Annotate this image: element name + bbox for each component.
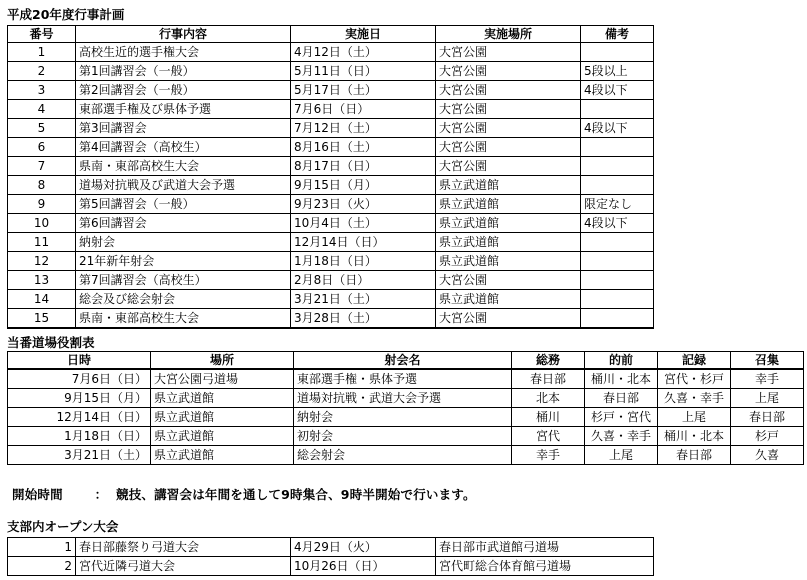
- table-row: [8, 233, 654, 252]
- remarks-cell: [581, 252, 654, 271]
- venue-cell: 県立武道館: [436, 195, 581, 214]
- table-row: [8, 557, 654, 576]
- open-tournament-title: 支部内オープン大会: [7, 519, 119, 534]
- date-cell: 7月12日（土）: [291, 119, 436, 138]
- table-row: [8, 176, 654, 195]
- table-row: [8, 195, 654, 214]
- number-cell: 2: [8, 62, 76, 81]
- table-row: [8, 119, 654, 138]
- general-affairs-cell: 桶川: [512, 408, 585, 427]
- venue-cell: 大宮公園: [436, 138, 581, 157]
- venue-cell: 大宮公園弓道場: [151, 369, 294, 389]
- schedule-header-row: [8, 26, 654, 43]
- venue-cell: 県立武道館: [436, 252, 581, 271]
- date-cell: 5月11日（日）: [291, 62, 436, 81]
- remarks-cell: [581, 43, 654, 62]
- event-cell: 高校生近的選手権大会: [76, 43, 291, 62]
- date-cell: 8月16日（土）: [291, 138, 436, 157]
- remarks-cell: [581, 157, 654, 176]
- venue-cell: 県立武道館: [151, 446, 294, 465]
- target-cell: 桶川・北本: [585, 369, 658, 389]
- event-cell: 納射会: [294, 408, 512, 427]
- schedule-header-event: 行事内容: [76, 26, 291, 43]
- table-row: [8, 408, 804, 427]
- event-cell: 第1回講習会（一般）: [76, 62, 291, 81]
- event-cell: 東部選手権及び県体予選: [76, 100, 291, 119]
- event-cell: 総会及び総会射会: [76, 290, 291, 309]
- venue-cell: 大宮公園: [436, 81, 581, 100]
- schedule-header-remarks: 備考: [581, 26, 654, 43]
- event-cell: 第6回講習会: [76, 214, 291, 233]
- number-cell: 2: [8, 557, 76, 576]
- schedule-header-venue: 実施場所: [436, 26, 581, 43]
- venue-cell: 県立武道館: [151, 427, 294, 446]
- general-affairs-cell: 幸手: [512, 446, 585, 465]
- notice-label: 開始時間: [12, 487, 63, 502]
- event-cell: 東部選手権・県体予選: [294, 369, 512, 389]
- date-cell: 3月28日（土）: [291, 309, 436, 329]
- event-cell: 21年新年射会: [76, 252, 291, 271]
- record-cell: 久喜・幸手: [658, 389, 731, 408]
- date-cell: 4月12日（土）: [291, 43, 436, 62]
- remarks-cell: [581, 309, 654, 329]
- event-cell: 県南・東部高校生大会: [76, 309, 291, 329]
- table-row: [8, 309, 654, 329]
- venue-cell: 宮代町総合体育館弓道場: [436, 557, 654, 576]
- event-cell: 道場対抗戦及び武道大会予選: [76, 176, 291, 195]
- remarks-cell: [581, 100, 654, 119]
- open-tournament-table: [7, 537, 654, 576]
- date-cell: 1月18日（日）: [291, 252, 436, 271]
- remarks-cell: 5段以上: [581, 62, 654, 81]
- record-cell: 宮代・杉戸: [658, 369, 731, 389]
- venue-cell: 大宮公園: [436, 43, 581, 62]
- number-cell: 7: [8, 157, 76, 176]
- venue-cell: 春日部市武道館弓道場: [436, 538, 654, 557]
- venue-cell: 大宮公園: [436, 62, 581, 81]
- date-cell: 9月15日（月）: [8, 389, 151, 408]
- table-row: [8, 271, 654, 290]
- duty-header-general: 総務: [512, 352, 585, 370]
- number-cell: 8: [8, 176, 76, 195]
- date-cell: 2月8日（日）: [291, 271, 436, 290]
- table-row: [8, 369, 804, 389]
- table-row: [8, 62, 654, 81]
- number-cell: 14: [8, 290, 76, 309]
- target-cell: 久喜・幸手: [585, 427, 658, 446]
- call-cell: 上尾: [731, 389, 804, 408]
- remarks-cell: 4段以下: [581, 119, 654, 138]
- event-cell: 第4回講習会（高校生）: [76, 138, 291, 157]
- duty-title: 当番道場役割表: [7, 335, 95, 350]
- record-cell: 上尾: [658, 408, 731, 427]
- date-cell: 12月14日（日）: [291, 233, 436, 252]
- start-time-notice: [12, 485, 476, 503]
- event-cell: 第5回講習会（一般）: [76, 195, 291, 214]
- table-row: [8, 157, 654, 176]
- duty-table: [7, 351, 804, 465]
- remarks-cell: 限定なし: [581, 195, 654, 214]
- venue-cell: 大宮公園: [436, 119, 581, 138]
- venue-cell: 県立武道館: [151, 408, 294, 427]
- target-cell: 春日部: [585, 389, 658, 408]
- table-row: [8, 100, 654, 119]
- call-cell: 春日部: [731, 408, 804, 427]
- date-cell: 7月6日（日）: [291, 100, 436, 119]
- date-cell: 1月18日（日）: [8, 427, 151, 446]
- date-cell: 9月23日（火）: [291, 195, 436, 214]
- schedule-header-date: 実施日: [291, 26, 436, 43]
- event-cell: 道場対抗戦・武道大会予選: [294, 389, 512, 408]
- venue-cell: 県立武道館: [436, 290, 581, 309]
- schedule-table: [7, 25, 654, 329]
- table-row: [8, 538, 654, 557]
- general-affairs-cell: 宮代: [512, 427, 585, 446]
- number-cell: 1: [8, 43, 76, 62]
- event-cell: 総会射会: [294, 446, 512, 465]
- event-cell: 県南・東部高校生大会: [76, 157, 291, 176]
- call-cell: 久喜: [731, 446, 804, 465]
- schedule-header-number: 番号: [8, 26, 76, 43]
- date-cell: 10月4日（土）: [291, 214, 436, 233]
- duty-header-target: 的前: [585, 352, 658, 370]
- venue-cell: 県立武道館: [436, 176, 581, 195]
- date-cell: 5月17日（土）: [291, 81, 436, 100]
- date-cell: 10月26日（日）: [291, 557, 436, 576]
- number-cell: 1: [8, 538, 76, 557]
- target-cell: 杉戸・宮代: [585, 408, 658, 427]
- number-cell: 12: [8, 252, 76, 271]
- record-cell: 春日部: [658, 446, 731, 465]
- date-cell: 7月6日（日）: [8, 369, 151, 389]
- duty-header-row: [8, 352, 804, 370]
- record-cell: 桶川・北本: [658, 427, 731, 446]
- duty-header-call: 召集: [731, 352, 804, 370]
- number-cell: 11: [8, 233, 76, 252]
- number-cell: 3: [8, 81, 76, 100]
- table-row: [8, 81, 654, 100]
- venue-cell: 大宮公園: [436, 157, 581, 176]
- duty-header-record: 記録: [658, 352, 731, 370]
- table-row: [8, 43, 654, 62]
- venue-cell: 大宮公園: [436, 309, 581, 329]
- table-row: [8, 389, 804, 408]
- number-cell: 4: [8, 100, 76, 119]
- event-cell: 第3回講習会: [76, 119, 291, 138]
- call-cell: 幸手: [731, 369, 804, 389]
- event-cell: 初射会: [294, 427, 512, 446]
- notice-colon: ：: [94, 487, 108, 502]
- event-cell: 宮代近隣弓道大会: [76, 557, 291, 576]
- general-affairs-cell: 春日部: [512, 369, 585, 389]
- number-cell: 5: [8, 119, 76, 138]
- table-row: [8, 446, 804, 465]
- table-row: [8, 427, 804, 446]
- venue-cell: 県立武道館: [436, 214, 581, 233]
- date-cell: 9月15日（月）: [291, 176, 436, 195]
- event-cell: 第2回講習会（一般）: [76, 81, 291, 100]
- remarks-cell: 4段以下: [581, 214, 654, 233]
- table-row: [8, 252, 654, 271]
- event-cell: 春日部藤祭り弓道大会: [76, 538, 291, 557]
- date-cell: 12月14日（日）: [8, 408, 151, 427]
- date-cell: 3月21日（土）: [291, 290, 436, 309]
- number-cell: 6: [8, 138, 76, 157]
- remarks-cell: [581, 271, 654, 290]
- remarks-cell: [581, 176, 654, 195]
- number-cell: 9: [8, 195, 76, 214]
- table-row: [8, 290, 654, 309]
- schedule-title: 平成20年度行事計画: [7, 7, 125, 22]
- venue-cell: 県立武道館: [436, 233, 581, 252]
- notice-text: 競技、講習会は年間を通して9時集合、9時半開始で行います。: [116, 487, 476, 502]
- number-cell: 10: [8, 214, 76, 233]
- venue-cell: 県立武道館: [151, 389, 294, 408]
- table-row: [8, 214, 654, 233]
- target-cell: 上尾: [585, 446, 658, 465]
- date-cell: 4月29日（火）: [291, 538, 436, 557]
- remarks-cell: 4段以下: [581, 81, 654, 100]
- remarks-cell: [581, 290, 654, 309]
- duty-header-date: 日時: [8, 352, 151, 370]
- event-cell: 第7回講習会（高校生）: [76, 271, 291, 290]
- remarks-cell: [581, 138, 654, 157]
- date-cell: 3月21日（土）: [8, 446, 151, 465]
- general-affairs-cell: 北本: [512, 389, 585, 408]
- date-cell: 8月17日（日）: [291, 157, 436, 176]
- remarks-cell: [581, 233, 654, 252]
- venue-cell: 大宮公園: [436, 271, 581, 290]
- call-cell: 杉戸: [731, 427, 804, 446]
- number-cell: 13: [8, 271, 76, 290]
- table-row: [8, 138, 654, 157]
- venue-cell: 大宮公園: [436, 100, 581, 119]
- event-cell: 納射会: [76, 233, 291, 252]
- number-cell: 15: [8, 309, 76, 329]
- duty-header-event: 射会名: [294, 352, 512, 370]
- duty-header-venue: 場所: [151, 352, 294, 370]
